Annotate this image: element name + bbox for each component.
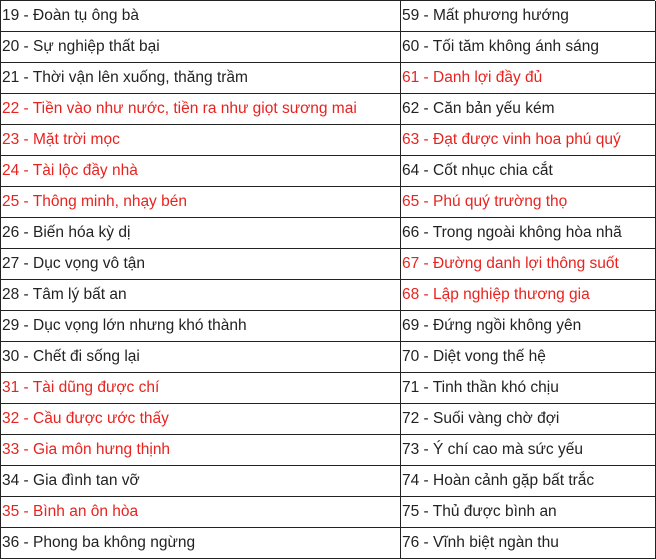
table-cell-left: 22 - Tiền vào như nước, tiền ra như giọt sương mai	[1, 94, 401, 125]
table-cell-left: 19 - Đoàn tụ ông bà	[1, 1, 401, 32]
table-cell-left: 35 - Bình an ôn hòa	[1, 497, 401, 528]
table-cell-left: 26 - Biến hóa kỳ dị	[1, 218, 401, 249]
table-cell-right: 70 - Diệt vong thế hệ	[401, 342, 656, 373]
table-cell-left: 27 - Dục vọng vô tận	[1, 249, 401, 280]
table-cell-right: 73 - Ý chí cao mà sức yếu	[401, 435, 656, 466]
table-cell-left: 23 - Mặt trời mọc	[1, 125, 401, 156]
table-cell-right: 74 - Hoàn cảnh gặp bất trắc	[401, 466, 656, 497]
table-cell-right: 59 - Mất phương hướng	[401, 1, 656, 32]
table-cell-left: 30 - Chết đi sống lại	[1, 342, 401, 373]
table-cell-left: 20 - Sự nghiệp thất bại	[1, 32, 401, 63]
table-cell-right: 64 - Cốt nhục chia cắt	[401, 156, 656, 187]
table-cell-left: 25 - Thông minh, nhạy bén	[1, 187, 401, 218]
table-cell-right: 63 - Đạt được vinh hoa phú quý	[401, 125, 656, 156]
table-cell-right: 65 - Phú quý trường thọ	[401, 187, 656, 218]
table-cell-left: 33 - Gia môn hưng thịnh	[1, 435, 401, 466]
table-cell-left: 36 - Phong ba không ngừng	[1, 528, 401, 559]
table-cell-right: 72 - Suối vàng chờ đợi	[401, 404, 656, 435]
table-cell-right: 66 - Trong ngoài không hòa nhã	[401, 218, 656, 249]
table-cell-right: 71 - Tinh thần khó chịu	[401, 373, 656, 404]
table-cell-left: 34 - Gia đình tan vỡ	[1, 466, 401, 497]
table-cell-right: 76 - Vĩnh biệt ngàn thu	[401, 528, 656, 559]
table-cell-right: 67 - Đường danh lợi thông suốt	[401, 249, 656, 280]
table-cell-left: 29 - Dục vọng lớn nhưng khó thành	[1, 311, 401, 342]
table-cell-right: 61 - Danh lợi đầy đủ	[401, 63, 656, 94]
table-cell-right: 62 - Căn bản yếu kém	[401, 94, 656, 125]
table-cell-right: 60 - Tối tăm không ánh sáng	[401, 32, 656, 63]
table-cell-right: 75 - Thủ được bình an	[401, 497, 656, 528]
table-cell-left: 24 - Tài lộc đầy nhà	[1, 156, 401, 187]
table-cell-left: 28 - Tâm lý bất an	[1, 280, 401, 311]
table-cell-left: 21 - Thời vận lên xuống, thăng trầm	[1, 63, 401, 94]
table-cell-left: 32 - Cầu được ước thấy	[1, 404, 401, 435]
table-cell-right: 68 - Lập nghiệp thương gia	[401, 280, 656, 311]
table-cell-left: 31 - Tài dũng được chí	[1, 373, 401, 404]
table-cell-right: 69 - Đứng ngồi không yên	[401, 311, 656, 342]
